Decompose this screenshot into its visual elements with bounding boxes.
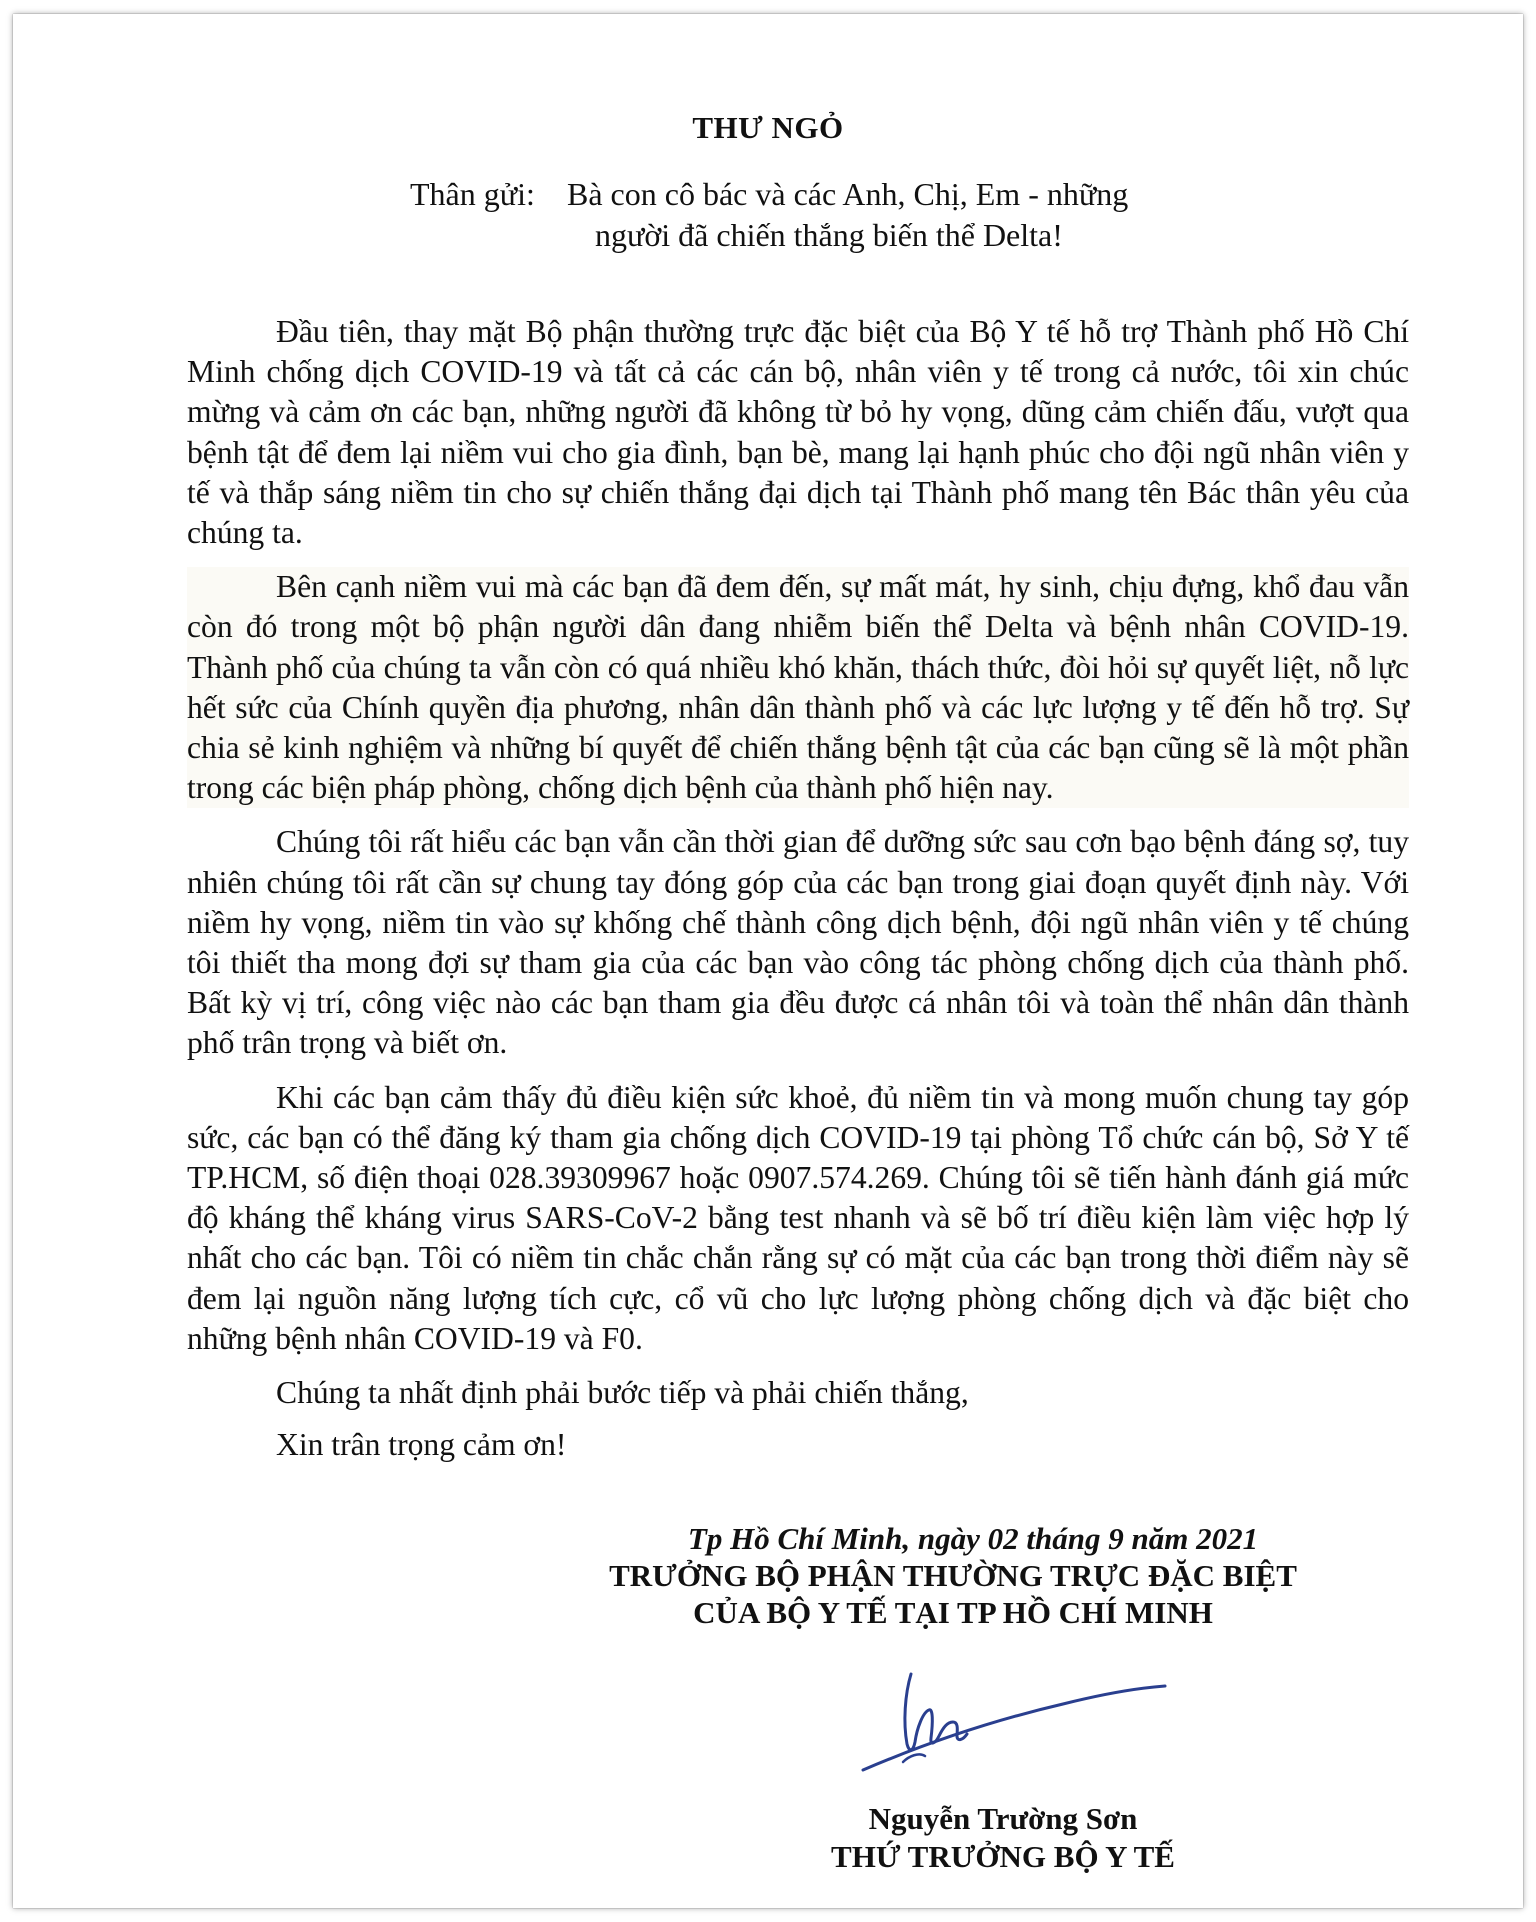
handwritten-signature bbox=[853, 1652, 1173, 1782]
salutation-line-2: người đã chiến thắng biến thể Delta! bbox=[595, 217, 1063, 253]
position-line-2: CỦA BỘ Y TẾ TẠI TP HỒ CHÍ MINH bbox=[693, 1595, 1213, 1630]
letter-body bbox=[187, 312, 1409, 1477]
signer-name: Nguyễn Trường Sơn bbox=[868, 1801, 1138, 1836]
salutation-line-1 bbox=[410, 174, 1310, 215]
salutation bbox=[410, 174, 1310, 256]
salutation-lead: Thân gửi: bbox=[410, 176, 535, 212]
salutation-recipients: Bà con cô bác và các Anh, Chị, Em - những bbox=[567, 176, 1129, 212]
closing-line-1: Chúng ta nhất định phải bước tiếp và phải chiến thắng, bbox=[276, 1375, 969, 1411]
paragraph-1: Đầu tiên, thay mặt Bộ phận thường trực đặc biệt của Bộ Y tế hỗ trợ Thành phố Hồ Chí Minh chống dịch COVID-19 và tất cả các cán bộ, nhân viên y tế trong cả nước, tôi xin chúc mừng và cảm ơn các bạn, những người đã không từ bỏ hy vọng, dũng cảm chiến đấu, vượt qua bệnh tật để đem lại niềm vui cho gia đình, bạn bè, mang lại hạnh phúc cho đội ngũ nhân viên y tế và thắp sáng niềm tin cho sự chiến thắng đại dịch tại Thành phố mang tên Bác thân yêu của chúng ta. bbox=[187, 314, 1409, 551]
signer bbox=[653, 1800, 1353, 1876]
letter-title: THƯ NGỎ bbox=[692, 110, 844, 145]
paragraph-3: Chúng tôi rất hiểu các bạn vẫn cần thời gian để dưỡng sức sau cơn bạo bệnh đáng sợ, tuy nhiên chúng tôi rất cần sự chung tay đóng góp của các bạn trong giai đoạn quyết định này. Với niềm hy vọng, niềm tin vào sự khống chế thành công dịch bệnh, đội ngũ nhân viên y tế chúng tôi thiết tha mong đợi sự tham gia của các bạn vào công tác phòng chống dịch của thành phố. Bất kỳ vị trí, công việc nào các bạn tham gia đều được cá nhân tôi và toàn thể nhân dân thành phố trân trọng và biết ơn. bbox=[187, 824, 1409, 1061]
paragraph-4: Khi các bạn cảm thấy đủ điều kiện sức khoẻ, đủ niềm tin và mong muốn chung tay góp sức, các bạn có thể đăng ký tham gia chống dịch COVID-19 tại phòng Tổ chức cán bộ, Sở Y tế TP.HCM, số điện thoại 028.39309967 hoặc 0907.574.269. Chúng tôi sẽ tiến hành đánh giá mức độ kháng thể kháng virus SARS-CoV-2 bằng test nhanh và sẽ bố trí điều kiện làm việc hợp lý nhất cho các bạn. Tôi có niềm tin chắc chắn rằng sự có mặt của các bạn trong thời điểm này sẽ đem lại nguồn năng lượng tích cực, cổ vũ cho lực lượng phòng chống dịch và đặc biệt cho những bệnh nhân COVID-19 và F0. bbox=[187, 1079, 1409, 1356]
signer-title: THỨ TRƯỞNG BỘ Y TẾ bbox=[831, 1839, 1175, 1874]
closing-line-2: Xin trân trọng cảm ơn! bbox=[276, 1427, 567, 1463]
position-line-1: TRƯỞNG BỘ PHẬN THƯỜNG TRỰC ĐẶC BIỆT bbox=[609, 1558, 1297, 1593]
paragraph-2: Bên cạnh niềm vui mà các bạn đã đem đến, sự mất mát, hy sinh, chịu đựng, khổ đau vẫn còn đó trong một bộ phận người dân đang nhiễm biến thể Delta và bệnh nhân COVID-19. Thành phố của chúng ta vẫn còn có quá nhiều khó khăn, thách thức, đòi hỏi sự quyết liệt, nỗ lực hết sức của Chính quyền địa phương, nhân dân thành phố và các lực lượng y tế đến hỗ trợ. Sự chia sẻ kinh nghiệm và những bí quyết để chiến thắng bệnh tật của các bạn cũng sẽ là một phần trong các biện pháp phòng, chống dịch bệnh của thành phố hiện nay. bbox=[187, 567, 1409, 808]
letter-page bbox=[13, 14, 1523, 1908]
signature-block bbox=[553, 1520, 1353, 1631]
date-line: Tp Hồ Chí Minh, ngày 02 tháng 9 năm 2021 bbox=[687, 1521, 1259, 1556]
